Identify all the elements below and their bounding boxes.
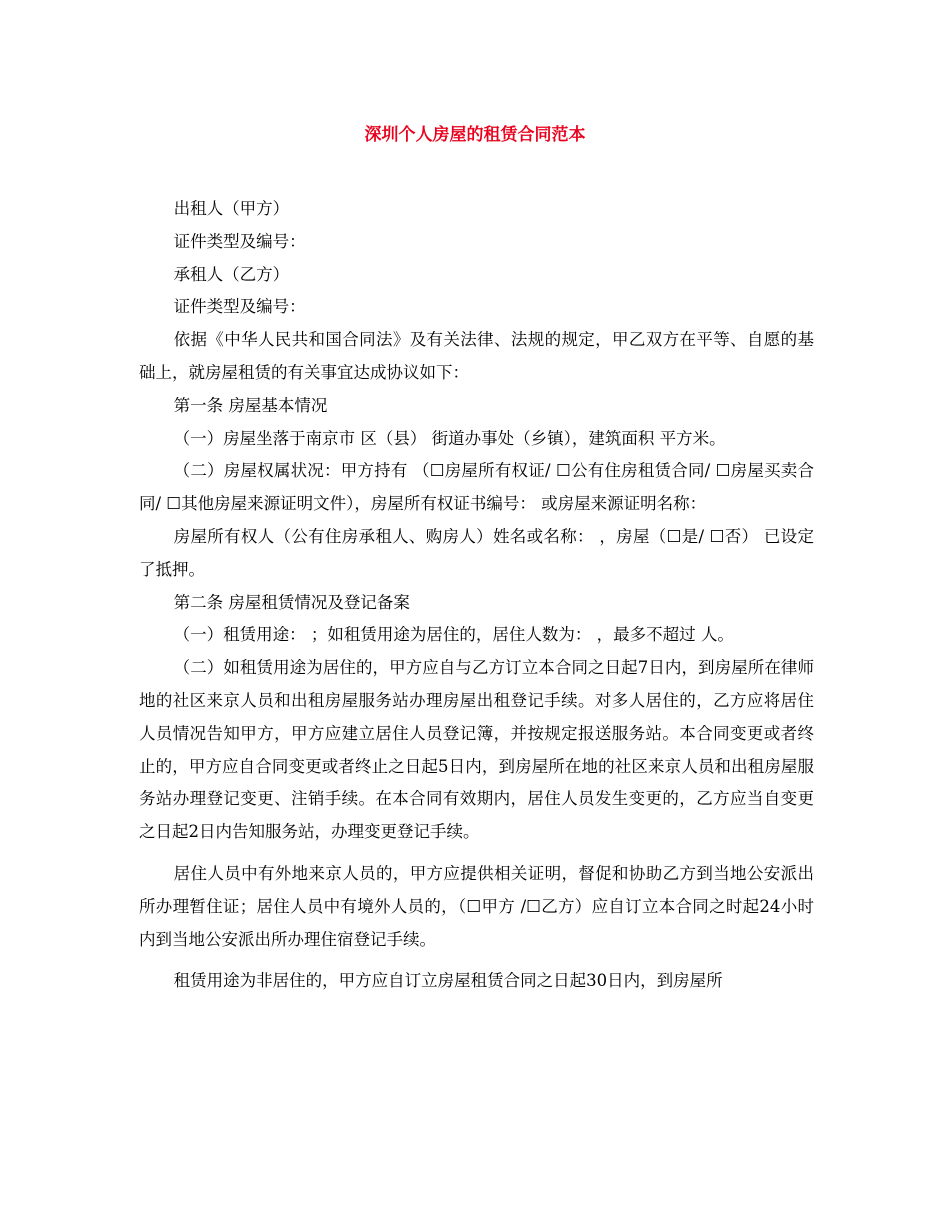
paragraph-non-residential: 租赁用途为非居住的，甲方应自订立房屋租赁合同之日起30日内，到房屋所	[173, 971, 723, 991]
paragraph-lessee: 承租人（乙方）	[173, 264, 290, 284]
paragraph-residents-registration: 居住人员中有外地来京人员的，甲方应提供相关证明，督促和协助乙方到当地公安派出所办理暂住证；居住人员中有境外人员的，（☐甲方 /☐乙方）应自订立本合同之时起24小时内到当地公安派出所办理住宿登记手续。	[139, 863, 814, 949]
article-2-heading: 第二条 房屋租赁情况及登记备案	[173, 592, 410, 612]
paragraph-preamble: 依据《中华人民共和国合同法》及有关法律、法规的规定，甲乙双方在平等、自愿的基础上，就房屋租赁的有关事宜达成协议如下：	[139, 330, 814, 382]
paragraph-lessee-id: 证件类型及编号：	[173, 297, 306, 317]
article-1-item-1: （一）房屋坐落于南京市 区（县） 街道办事处（乡镇），建筑面积 平方米。	[173, 428, 726, 448]
document-body	[139, 193, 814, 998]
paragraph-owner-mortgage: 房屋所有权人（公有住房承租人、购房人）姓名或名称： ，房屋（☐是/ ☐否） 已设定了抵押。	[139, 526, 814, 579]
paragraph-lessor-id: 证件类型及编号：	[173, 231, 306, 251]
article-1-item-2: （二）房屋权属状况：甲方持有 （☐房屋所有权证/ ☐公有住房租赁合同/ ☐房屋买卖合同/ ☐其他房屋来源证明文件），房屋所有权证书编号： 或房屋来源证明名称：	[139, 461, 814, 514]
document-title: 深圳个人房屋的租赁合同范本	[364, 125, 586, 145]
article-2-item-1: （一）租赁用途： ；如租赁用途为居住的，居住人数为： ，最多不超过 人。	[173, 625, 734, 645]
article-2-item-2: （二）如租赁用途为居住的，甲方应自与乙方订立本合同之日起7日内，到房屋所在律师地的社区来京人员和出租房屋服务站办理房屋出租登记手续。对多人居住的，乙方应将居住人员情况告知甲方，甲方应建立居住人员登记簿，并按规定报送服务站。本合同变更或者终止的，甲方应自合同变更或者终止之日起5日内，到房屋所在地的社区来京人员和出租房屋服务站办理登记变更、注销手续。在本合同有效期内，居住人员发生变更的，乙方应当自变更之日起2日内告知服务站，办理变更登记手续。	[139, 658, 814, 842]
paragraph-lessor: 出租人（甲方）	[173, 199, 290, 218]
article-1-heading: 第一条 房屋基本情况	[173, 395, 328, 415]
